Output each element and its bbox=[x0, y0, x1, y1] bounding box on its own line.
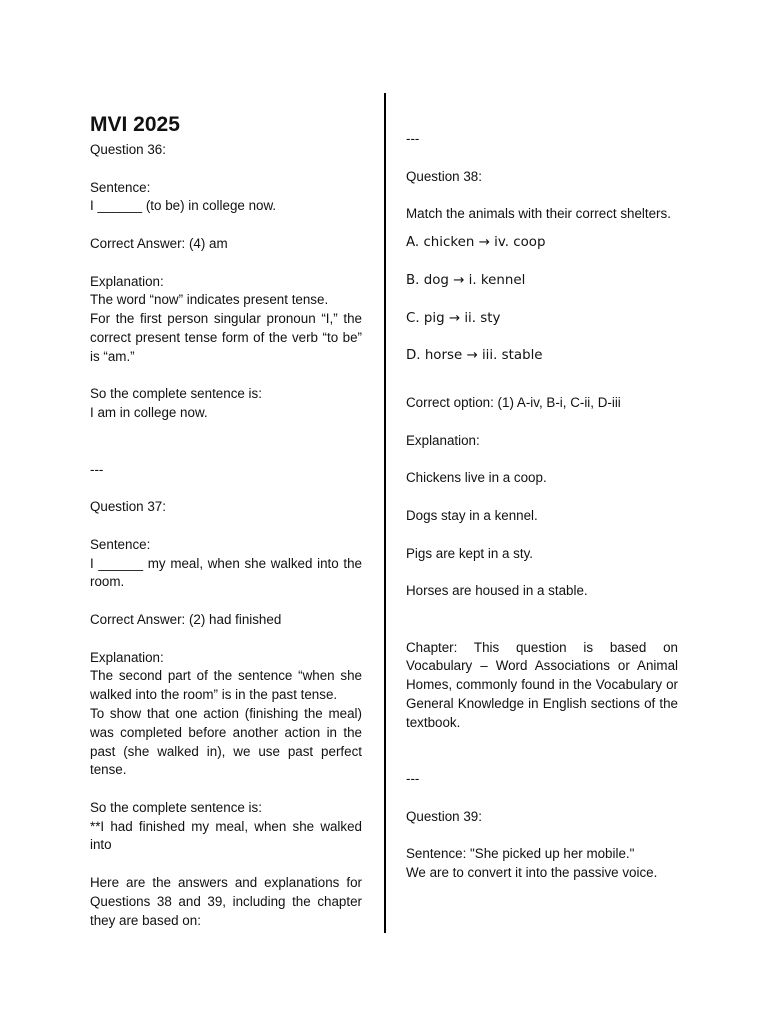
q36-complete-sentence: I am in college now. bbox=[90, 405, 208, 421]
document-title: MVI 2025 bbox=[90, 113, 180, 136]
q38-match-a: A. chicken → iv. coop bbox=[406, 234, 546, 250]
q38-heading: Question 38: bbox=[406, 168, 482, 184]
q36-explanation-label: Explanation: bbox=[90, 273, 164, 289]
q39-sentence: Sentence: "She picked up her mobile." bbox=[406, 846, 635, 862]
q36-explanation-2: For the first person singular pronoun “I,” the correct present tense form of the verb “to be” is “am.” bbox=[90, 311, 362, 364]
q38-chapter: Chapter: This question is based on Vocabulary – Word Associations or Animal Homes, commonly found in the Vocabulary or General Knowledge in English sections of the textbook. bbox=[406, 639, 678, 730]
q37-answer: Correct Answer: (2) had finished bbox=[90, 611, 282, 627]
right-column bbox=[406, 130, 678, 883]
q36-sentence-label: Sentence: bbox=[90, 179, 151, 195]
q37-complete-label: So the complete sentence is: bbox=[90, 799, 262, 815]
q38-explanation-label: Explanation: bbox=[406, 432, 480, 448]
q36-explanation-1: The word “now” indicates present tense. bbox=[90, 292, 329, 308]
q36-answer: Correct Answer: (4) am bbox=[90, 235, 228, 251]
separator-mid: --- bbox=[406, 771, 420, 787]
q39-heading: Question 39: bbox=[406, 808, 482, 824]
q38-explanation-1: Chickens live in a coop. bbox=[406, 470, 547, 486]
left-column bbox=[90, 112, 362, 930]
q38-correct-option: Correct option: (1) A-iv, B-i, C-ii, D-iii bbox=[406, 395, 621, 411]
intro-paragraph: Here are the answers and explanations for Questions 38 and 39, including the chapter they are based on: bbox=[90, 875, 362, 928]
q38-prompt: Match the animals with their correct shelters. bbox=[406, 206, 671, 222]
q38-explanation-3: Pigs are kept in a sty. bbox=[406, 545, 534, 561]
q38-match-b: B. dog → i. kennel bbox=[406, 272, 526, 288]
q36-heading: Question 36: bbox=[90, 142, 166, 157]
separator: --- bbox=[90, 461, 104, 477]
separator-top: --- bbox=[406, 131, 420, 146]
column-divider bbox=[384, 93, 386, 933]
q39-task: We are to convert it into the passive voice. bbox=[406, 865, 658, 881]
q38-explanation-2: Dogs stay in a kennel. bbox=[406, 507, 538, 523]
q38-match-d: D. horse → iii. stable bbox=[406, 348, 543, 364]
q36-complete-label: So the complete sentence is: bbox=[90, 386, 262, 402]
q37-explanation-label: Explanation: bbox=[90, 649, 164, 665]
q36-sentence: I ______ (to be) in college now. bbox=[90, 198, 277, 214]
q37-sentence-label: Sentence: bbox=[90, 536, 151, 552]
q37-heading: Question 37: bbox=[90, 499, 166, 515]
q37-explanation-1: The second part of the sentence “when she walked into the room” is in the past tense. bbox=[90, 668, 362, 703]
q38-explanation-4: Horses are housed in a stable. bbox=[406, 583, 588, 599]
q37-explanation-2: To show that one action (finishing the meal) was completed before another action in the past (she walked in), we use past perfect tense. bbox=[90, 705, 362, 778]
q37-sentence: I ______ my meal, when she walked into the room. bbox=[90, 555, 362, 590]
q37-complete-sentence: **I had finished my meal, when she walked into bbox=[90, 818, 362, 853]
q38-match-c: C. pig → ii. sty bbox=[406, 310, 501, 326]
